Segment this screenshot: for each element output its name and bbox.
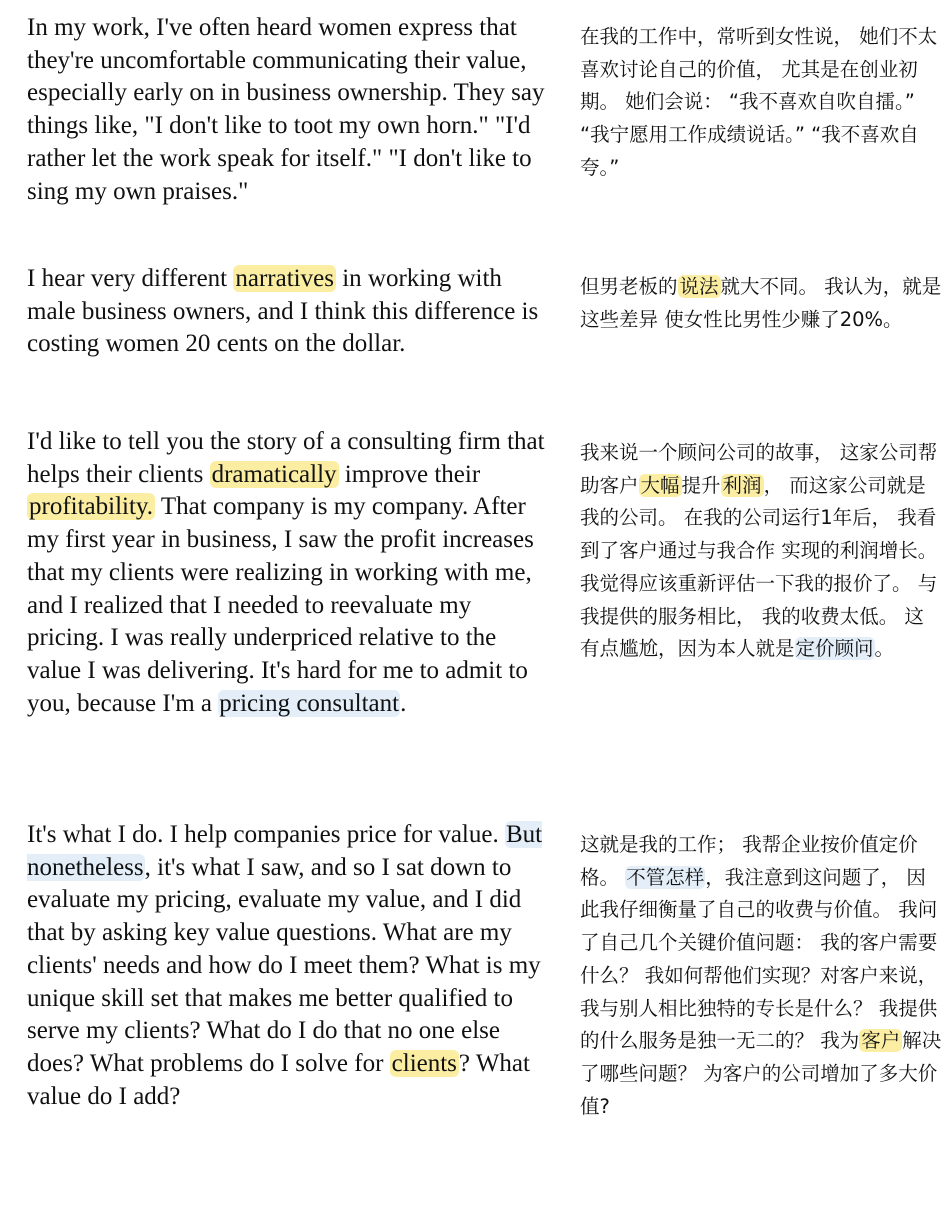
english-text: I hear very different: [27, 265, 234, 292]
chinese-text: 。: [874, 637, 895, 661]
highlight-shuofa: 说法: [679, 275, 719, 298]
chinese-paragraph-3: [580, 437, 942, 666]
chinese-text: 就大不同。 我认为，就是这些差异 使女性比男性少赚了20%。: [580, 275, 942, 331]
english-paragraph-1: [27, 12, 547, 208]
english-paragraph-3: [27, 426, 547, 720]
highlight-dramatically: dramatically: [211, 460, 337, 488]
highlight-kehu: 客户: [861, 1029, 901, 1053]
chinese-text: 我来说一个顾问公司的故事， 这家公司帮助客户: [580, 441, 938, 497]
highlight-narratives: narratives: [235, 265, 334, 292]
chinese-text: 但男老板的: [580, 275, 678, 298]
highlight-dafu: 大幅: [640, 473, 680, 497]
chinese-paragraph-4: [580, 829, 942, 1123]
english-text: in working with male business owners, and I think this difference is costing women 20 cents on the dollar.: [27, 265, 539, 358]
english-text: That company is my company. After my first year in business, I saw the profit increases that my clients were realizing in working with me, and I realized that I needed to reevaluate my pricing. I was really underpriced relative to the value I was delivering. It's hard for me to admit to you, because I'm a: [27, 493, 534, 717]
chinese-text: 这就是我的工作； 我帮企业按价值定价格。: [580, 833, 918, 889]
english-text: improve their: [338, 460, 481, 488]
chinese-paragraph-2: [580, 271, 942, 336]
chinese-text: 解决了哪些问题？ 为客户的公司增加了多大价值?: [580, 1029, 942, 1118]
english-text: .: [400, 689, 407, 717]
highlight-pricing-consultant: pricing consultant: [219, 689, 400, 717]
chinese-paragraph-1: [580, 21, 942, 185]
english-text: I'd like to tell you the story of a consulting firm that helps their clients: [27, 428, 545, 488]
english-text: ? What value do I add?: [27, 1049, 530, 1110]
english-text: , it's what I saw, and so I sat down to evaluate my pricing, evaluate my value, and I did that by asking key value questions. What are my clients' needs and how do I meet them? What is my unique skill set that makes me better qualified to serve my clients? What do I do that no one else does? What problems do I solve for: [27, 853, 541, 1077]
highlight-but-nonetheless: But nonetheless: [27, 821, 543, 881]
highlight-lirun: 利润: [722, 473, 762, 497]
chinese-text: 提升: [681, 473, 721, 497]
highlight-buguan-zenyang: 不管怎样: [626, 865, 705, 889]
chinese-paragraph-1-text: 在我的工作中，常听到女性说， 她们不太喜欢讨论自己的价值， 尤其是在创业初期。 她们会说： “我不喜欢自吹自擂。” “我宁愿用工作成绩说话。” “我不喜欢自夸。”: [580, 25, 938, 179]
english-text: It's what I do. I help companies price for value.: [27, 821, 505, 848]
english-paragraph-1-text: In my work, I've often heard women express that they're uncomfortable communicating their value, especially early on in business ownership. They say things like, "I don't like to toot my own horn." "I'd rather let the work speak for itself." "I don't like to sing my own praises.": [27, 14, 545, 205]
highlight-clients: clients: [391, 1049, 457, 1077]
english-paragraph-4: [27, 819, 547, 1113]
highlight-profitability: profitability.: [29, 493, 154, 521]
highlight-dingjia-guwen: 定价顾问: [795, 637, 874, 661]
chinese-text: ，我注意到这问题了， 因此我仔细衡量了自己的收费与价值。 我问了自己几个关键价值问题： 我的客户需要什么？ 我如何帮他们实现？对客户来说，我与别人相比独特的专长是什么？ 我提供的什么服务是独一无二的？ 我为: [580, 865, 938, 1053]
english-paragraph-2: [27, 263, 547, 361]
chinese-text: ， 而这家公司就是我的公司。 在我的公司运行1年后， 我看到了客户通过与我合作 实现的利润增长。 我觉得应该重新评估一下我的报价了。 与我提供的服务相比， 我的收费太低。 这有点尴尬，因为本人就是: [580, 473, 938, 661]
